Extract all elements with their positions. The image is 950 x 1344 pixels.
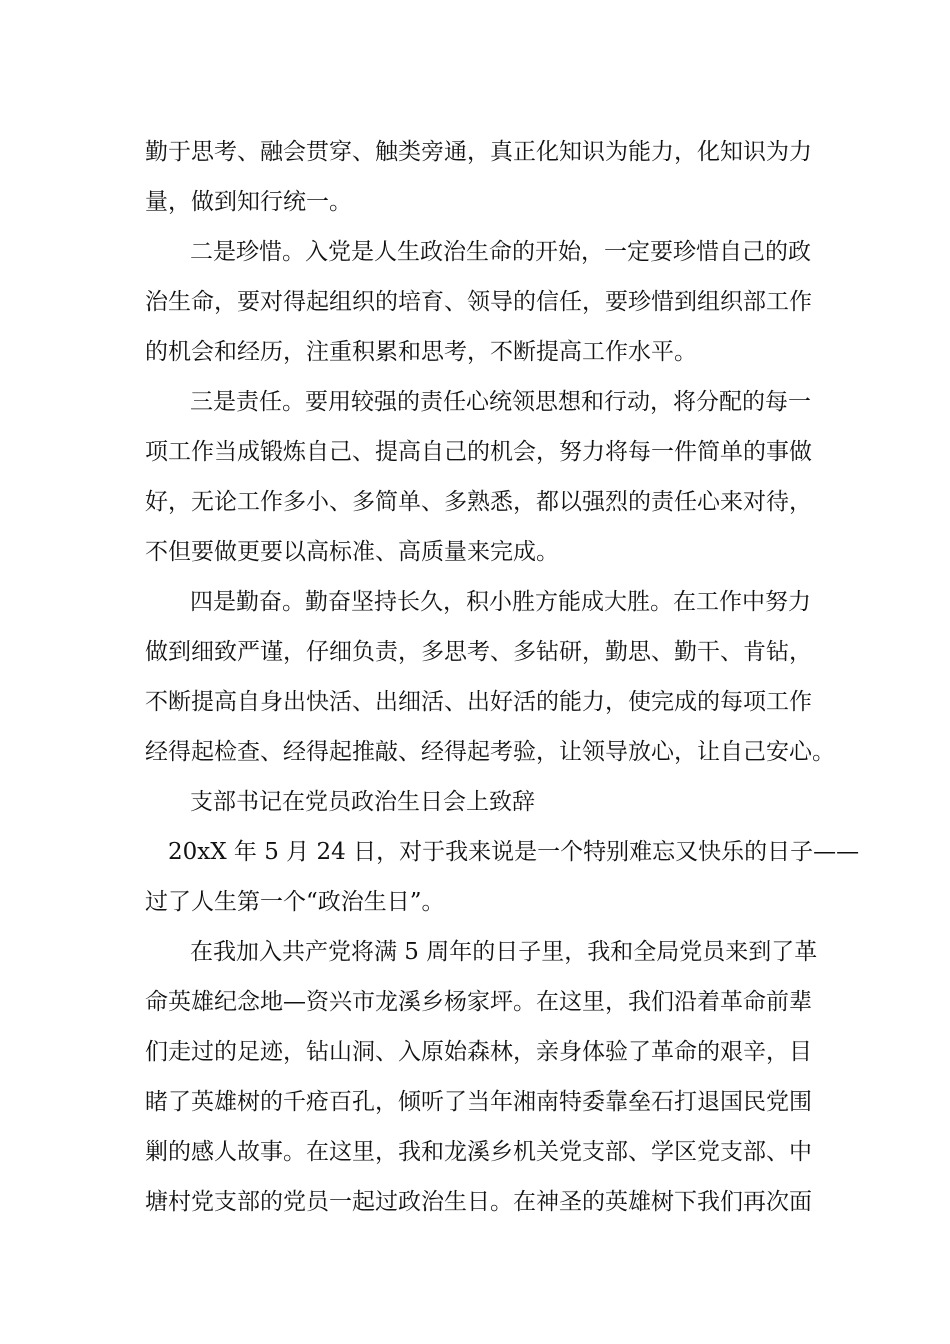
text-line: 睹了英雄树的千疮百孔，倾听了当年湘南特委靠垒石打退国民党围 bbox=[145, 1089, 812, 1115]
text-line: 项工作当成锻炼自己、提高自己的机会，努力将每一件简单的事做 bbox=[145, 439, 812, 465]
text-line: 塘村党支部的党员一起过政治生日。在神圣的英雄树下我们再次面 bbox=[145, 1189, 812, 1215]
text-line: 治生命，要对得起组织的培育、领导的信任，要珍惜到组织部工作 bbox=[145, 289, 812, 315]
text-line: 四是勤奋。勤奋坚持长久，积小胜方能成大胜。在工作中努力 bbox=[190, 589, 811, 615]
text-line: 过了人生第一个“政治生日”。 bbox=[145, 889, 445, 915]
text-line: 不但要做更要以高标准、高质量来完成。 bbox=[145, 539, 559, 565]
text-line: 不断提高自身出快活、出细活、出好活的能力，使完成的每项工作 bbox=[145, 689, 812, 715]
text-line: 的机会和经历，注重积累和思考，不断提高工作水平。 bbox=[145, 339, 697, 365]
text-line: 经得起检查、经得起推敲、经得起考验，让领导放心，让自己安心。 bbox=[145, 739, 835, 765]
text-line: 20xX 年 5 月 24 日，对于我来说是一个特别难忘又快乐的日子—— bbox=[168, 839, 860, 865]
text-line: 量，做到知行统一。 bbox=[145, 189, 352, 215]
text-line: 在我加入共产党将满 5 周年的日子里，我和全局党员来到了革 bbox=[190, 939, 818, 965]
section-heading: 支部书记在党员政治生日会上致辞 bbox=[190, 789, 535, 815]
text-line: 做到细致严谨，仔细负责，多思考、多钻研，勤思、勤干、肯钻， bbox=[145, 639, 812, 665]
text-line: 二是珍惜。入党是人生政治生命的开始，一定要珍惜自己的政 bbox=[190, 239, 811, 265]
text-line: 剿的感人故事。在这里，我和龙溪乡机关党支部、学区党支部、中 bbox=[145, 1139, 812, 1165]
text-line: 三是责任。要用较强的责任心统领思想和行动，将分配的每一 bbox=[190, 389, 811, 415]
text-line: 好，无论工作多小、多简单、多熟悉，都以强烈的责任心来对待， bbox=[145, 489, 812, 515]
text-line: 勤于思考、融会贯穿、触类旁通，真正化知识为能力，化知识为力 bbox=[145, 139, 812, 165]
text-line: 命英雄纪念地—资兴市龙溪乡杨家坪。在这里，我们沿着革命前辈 bbox=[145, 989, 812, 1015]
text-line: 们走过的足迹，钻山洞、入原始森林，亲身体验了革命的艰辛，目 bbox=[145, 1039, 812, 1065]
